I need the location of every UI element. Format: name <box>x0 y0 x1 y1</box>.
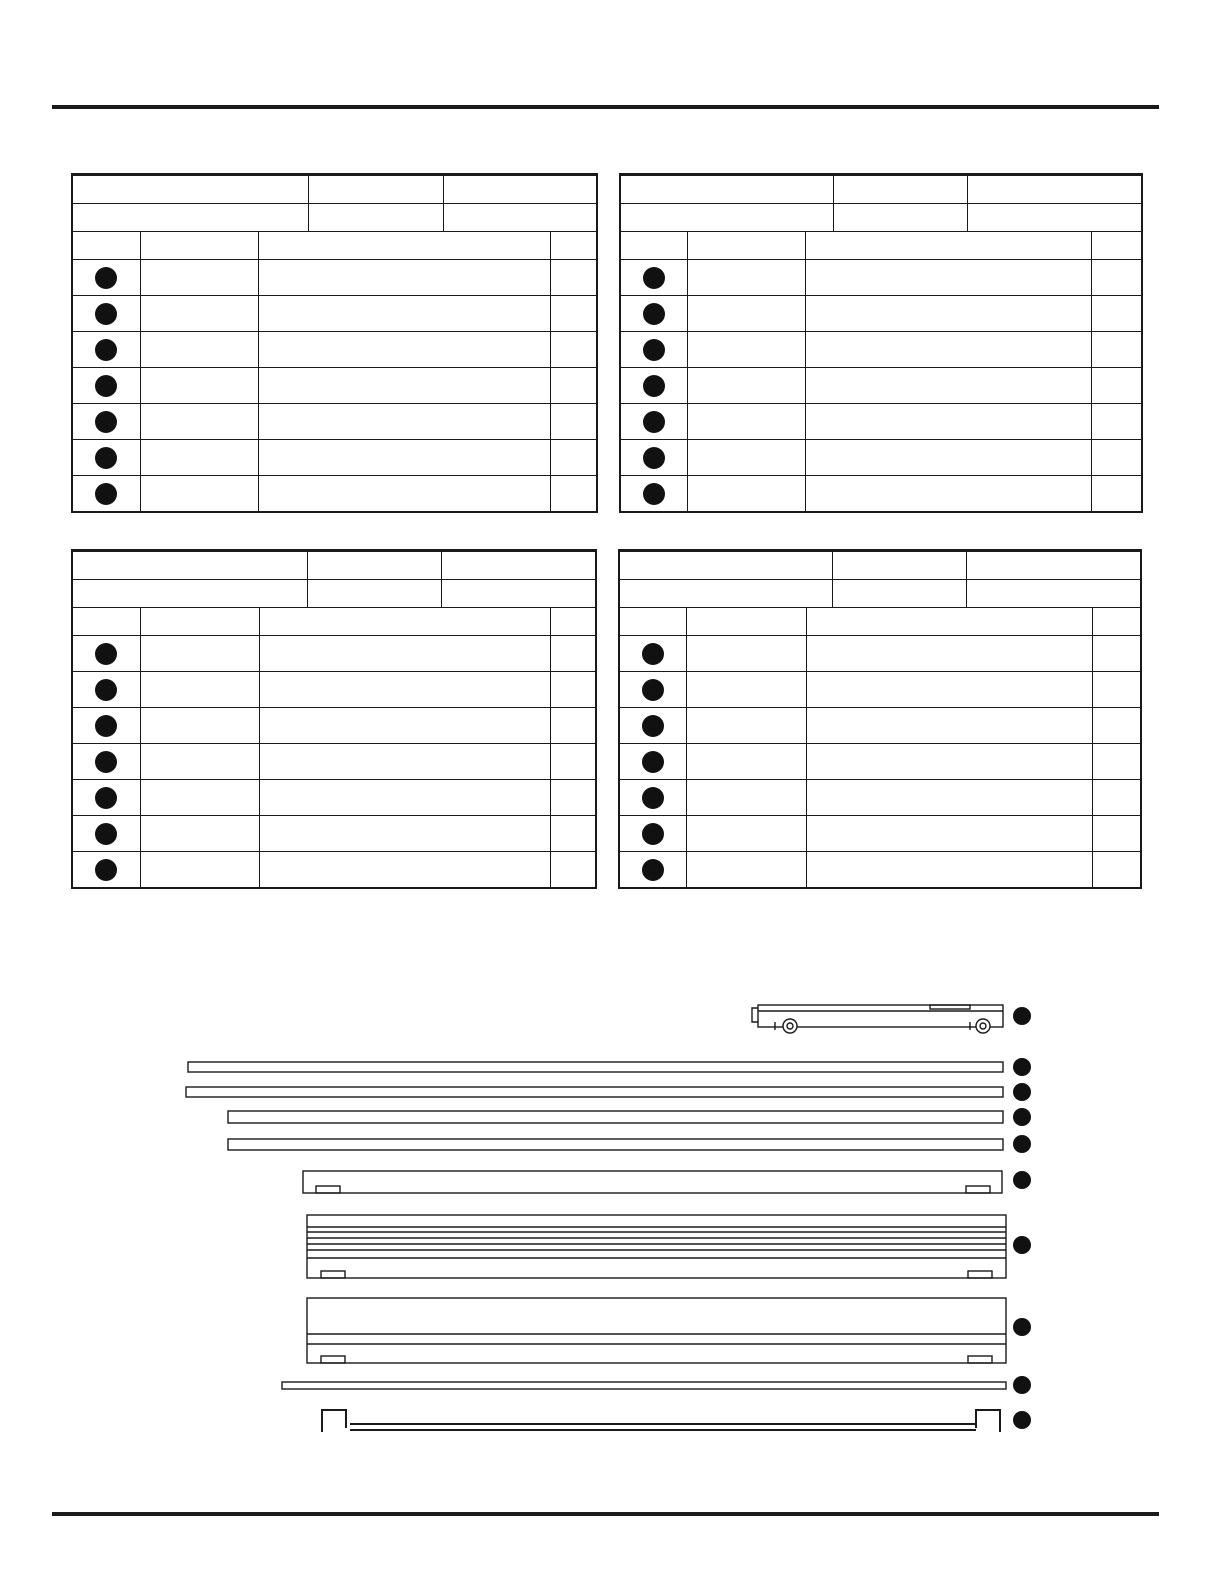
part-marker-cell <box>619 852 686 889</box>
table-cell <box>1091 404 1142 440</box>
table-cell <box>259 816 550 852</box>
table-cell <box>805 476 1091 513</box>
part-marker <box>95 643 117 665</box>
table-cell <box>550 476 597 513</box>
table-cell <box>259 780 550 816</box>
part-marker <box>642 751 664 773</box>
part-marker-cell <box>72 852 140 889</box>
part-marker <box>1013 1083 1031 1101</box>
part-marker <box>642 715 664 737</box>
part-marker <box>95 751 117 773</box>
parts-diagram <box>0 990 1224 1450</box>
part-marker-cell <box>620 476 687 513</box>
part-marker <box>95 447 117 469</box>
table-cell <box>805 440 1091 476</box>
table-cell <box>686 744 806 780</box>
table-row <box>72 260 597 296</box>
column-header <box>140 232 258 260</box>
table-cell <box>686 852 806 889</box>
table-row <box>72 296 597 332</box>
part-marker <box>643 339 665 361</box>
table-cell <box>805 296 1091 332</box>
part-markers <box>1013 1007 1031 1429</box>
part-marker-cell <box>619 636 686 672</box>
header-cell <box>443 176 598 204</box>
part-marker <box>95 679 117 701</box>
header-cell <box>832 580 966 608</box>
column-header <box>72 232 140 260</box>
table-cell <box>686 708 806 744</box>
table-cell <box>550 368 597 404</box>
header-cell <box>441 552 597 580</box>
table-cell <box>1091 332 1142 368</box>
part-marker <box>1013 1058 1031 1076</box>
part-marker-cell <box>620 260 687 296</box>
part-marker-cell <box>72 296 140 332</box>
part-marker <box>1013 1376 1031 1394</box>
table-row <box>72 816 596 852</box>
part-large-panel <box>307 1298 1006 1363</box>
table-cell <box>258 476 550 513</box>
part-marker <box>95 303 117 325</box>
table-cell <box>550 852 596 889</box>
part-marker <box>643 375 665 397</box>
table-cell <box>140 440 258 476</box>
table-cell <box>140 404 258 440</box>
table-cell <box>1093 780 1141 816</box>
table-cell <box>140 816 259 852</box>
table-cell <box>686 672 806 708</box>
column-header <box>620 232 687 260</box>
table-cell <box>550 708 596 744</box>
part-marker <box>642 787 664 809</box>
table-cell <box>1093 672 1141 708</box>
table-cell <box>550 296 597 332</box>
table-cell <box>258 404 550 440</box>
part-marker <box>1013 1007 1031 1025</box>
part-marker <box>642 823 664 845</box>
header-cell <box>620 580 832 608</box>
header-cell <box>441 580 597 608</box>
part-thin-rod <box>282 1382 1006 1389</box>
table-cell <box>687 476 805 513</box>
table-cell <box>140 260 258 296</box>
header-cell <box>966 580 1142 608</box>
part-marker-cell <box>620 296 687 332</box>
table-row <box>72 332 597 368</box>
column-header <box>1093 608 1141 636</box>
part-marker-cell <box>72 476 140 513</box>
table-row <box>72 744 596 780</box>
column-header-row <box>72 232 597 260</box>
part-marker-cell <box>72 260 140 296</box>
header-cell <box>307 552 441 580</box>
part-marker <box>95 859 117 881</box>
part-marker-cell <box>72 744 140 780</box>
table-cell <box>1093 744 1141 780</box>
table-row <box>72 440 597 476</box>
part-slotted-panel <box>303 1171 1002 1193</box>
column-header-row <box>619 608 1141 636</box>
table-header-row <box>620 580 1142 608</box>
part-marker-cell <box>620 440 687 476</box>
part-marker <box>95 411 117 433</box>
table-row <box>72 780 596 816</box>
table-cell <box>140 368 258 404</box>
table-cell <box>258 368 550 404</box>
table-cell <box>550 744 596 780</box>
table-cell <box>687 296 805 332</box>
table-row <box>620 332 1142 368</box>
table-cell <box>1093 636 1141 672</box>
table-cell <box>687 368 805 404</box>
parts-table-4 <box>618 549 1142 889</box>
table-cell <box>140 296 258 332</box>
header-cell <box>621 176 833 204</box>
table-cell <box>1093 708 1141 744</box>
table-row <box>72 708 596 744</box>
table-cell <box>259 636 550 672</box>
table-header-row <box>621 204 1143 232</box>
part-marker <box>1013 1411 1031 1429</box>
table-cell <box>259 852 550 889</box>
part-marker <box>642 859 664 881</box>
part-marker-cell <box>619 708 686 744</box>
part-marker <box>642 643 664 665</box>
table-row <box>620 440 1142 476</box>
table-header-row <box>621 176 1143 204</box>
part-marker-cell <box>72 780 140 816</box>
part-marker-cell <box>620 404 687 440</box>
part-base-with-casters <box>752 1005 1003 1033</box>
table-cell <box>687 404 805 440</box>
part-rail-1 <box>188 1062 1003 1072</box>
table-row <box>72 852 596 889</box>
part-marker-cell <box>620 332 687 368</box>
column-header <box>805 232 1091 260</box>
part-marker <box>1013 1135 1031 1153</box>
table-row <box>620 404 1142 440</box>
column-header-row <box>620 232 1142 260</box>
column-header <box>687 232 805 260</box>
table-cell <box>140 708 259 744</box>
part-marker-cell <box>619 744 686 780</box>
table-cell <box>258 440 550 476</box>
bottom-rule <box>52 1512 1159 1516</box>
part-marker <box>642 679 664 701</box>
table-cell <box>550 404 597 440</box>
part-marker-cell <box>72 672 140 708</box>
table-cell <box>687 332 805 368</box>
top-rule <box>52 105 1159 109</box>
table-cell <box>686 816 806 852</box>
header-cell <box>73 552 307 580</box>
table-cell <box>140 780 259 816</box>
header-cell <box>832 552 966 580</box>
table-cell <box>550 672 596 708</box>
part-marker <box>1013 1108 1031 1126</box>
table-row <box>619 636 1141 672</box>
part-marker <box>643 267 665 289</box>
table-row <box>619 780 1141 816</box>
part-marker <box>95 375 117 397</box>
table-cell <box>686 636 806 672</box>
table-row <box>619 816 1141 852</box>
header-cell <box>967 176 1143 204</box>
table-cell <box>550 780 596 816</box>
table-row <box>620 260 1142 296</box>
column-header <box>806 608 1093 636</box>
part-marker-cell <box>72 636 140 672</box>
header-cell <box>73 204 308 232</box>
table-cell <box>806 672 1093 708</box>
table-row <box>619 852 1141 889</box>
part-marker <box>1013 1171 1031 1189</box>
parts-table-2 <box>619 173 1143 513</box>
table-cell <box>1093 816 1141 852</box>
table-cell <box>550 332 597 368</box>
header-cell <box>967 204 1143 232</box>
table-cell <box>550 816 596 852</box>
table-cell <box>140 744 259 780</box>
table-cell <box>806 636 1093 672</box>
column-header <box>258 232 550 260</box>
header-cell <box>308 176 443 204</box>
column-header <box>72 608 140 636</box>
header-cell <box>73 580 307 608</box>
part-marker <box>643 483 665 505</box>
table-row <box>620 476 1142 513</box>
table-cell <box>550 440 597 476</box>
part-marker <box>643 447 665 469</box>
table-cell <box>259 708 550 744</box>
table-row <box>619 672 1141 708</box>
table-row <box>72 476 597 513</box>
header-cell <box>620 552 832 580</box>
part-marker <box>643 303 665 325</box>
table-row <box>72 636 596 672</box>
table-cell <box>806 744 1093 780</box>
part-marker-cell <box>72 816 140 852</box>
column-header-row <box>72 608 596 636</box>
table-header-row <box>73 176 598 204</box>
part-marker <box>95 267 117 289</box>
column-header <box>1091 232 1142 260</box>
part-marker-cell <box>72 708 140 744</box>
table-row <box>72 368 597 404</box>
table-cell <box>140 636 259 672</box>
table-row <box>620 368 1142 404</box>
part-marker <box>95 715 117 737</box>
table-cell <box>1093 852 1141 889</box>
column-header <box>550 232 597 260</box>
table-cell <box>806 852 1093 889</box>
table-cell <box>140 672 259 708</box>
part-marker-cell <box>72 440 140 476</box>
part-handle-bar <box>322 1410 1000 1432</box>
header-cell <box>73 176 308 204</box>
header-cell <box>443 204 598 232</box>
parts-table-3 <box>71 549 597 889</box>
part-marker-cell <box>619 816 686 852</box>
part-rail-4 <box>228 1139 1003 1150</box>
part-ribbed-panel <box>307 1215 1006 1278</box>
table-header-row <box>73 552 597 580</box>
part-rail-3 <box>228 1111 1003 1123</box>
part-marker <box>1013 1236 1031 1254</box>
table-row <box>619 744 1141 780</box>
table-row <box>72 404 597 440</box>
table-cell <box>140 852 259 889</box>
table-cell <box>259 744 550 780</box>
table-row <box>72 672 596 708</box>
part-marker-cell <box>619 780 686 816</box>
part-marker <box>95 339 117 361</box>
table-cell <box>550 636 596 672</box>
table-cell <box>687 260 805 296</box>
part-marker-cell <box>619 672 686 708</box>
table-cell <box>687 440 805 476</box>
table-header-row <box>620 552 1142 580</box>
part-marker-cell <box>72 332 140 368</box>
table-header-row <box>73 204 598 232</box>
table-cell <box>805 332 1091 368</box>
table-cell <box>550 260 597 296</box>
column-header <box>550 608 596 636</box>
header-cell <box>308 204 443 232</box>
table-cell <box>140 476 258 513</box>
header-cell <box>621 204 833 232</box>
table-cell <box>259 672 550 708</box>
column-header <box>259 608 550 636</box>
table-header-row <box>73 580 597 608</box>
table-row <box>620 296 1142 332</box>
table-cell <box>140 332 258 368</box>
part-marker <box>643 411 665 433</box>
header-cell <box>833 204 967 232</box>
table-cell <box>258 260 550 296</box>
table-cell <box>258 296 550 332</box>
table-cell <box>806 816 1093 852</box>
table-cell <box>805 260 1091 296</box>
parts-table-1 <box>71 173 598 513</box>
column-header <box>619 608 686 636</box>
table-cell <box>1091 368 1142 404</box>
table-cell <box>1091 440 1142 476</box>
part-rail-2 <box>186 1087 1003 1097</box>
table-cell <box>1091 296 1142 332</box>
table-cell <box>806 708 1093 744</box>
part-marker-cell <box>620 368 687 404</box>
column-header <box>686 608 806 636</box>
table-cell <box>1091 260 1142 296</box>
column-header <box>140 608 259 636</box>
part-marker <box>95 483 117 505</box>
part-marker <box>1013 1318 1031 1336</box>
header-cell <box>966 552 1142 580</box>
table-row <box>619 708 1141 744</box>
header-cell <box>307 580 441 608</box>
table-cell <box>1091 476 1142 513</box>
table-cell <box>805 404 1091 440</box>
table-cell <box>686 780 806 816</box>
header-cell <box>833 176 967 204</box>
table-cell <box>806 780 1093 816</box>
table-cell <box>258 332 550 368</box>
table-cell <box>805 368 1091 404</box>
part-marker-cell <box>72 368 140 404</box>
part-marker <box>95 823 117 845</box>
part-marker-cell <box>72 404 140 440</box>
part-marker <box>95 787 117 809</box>
